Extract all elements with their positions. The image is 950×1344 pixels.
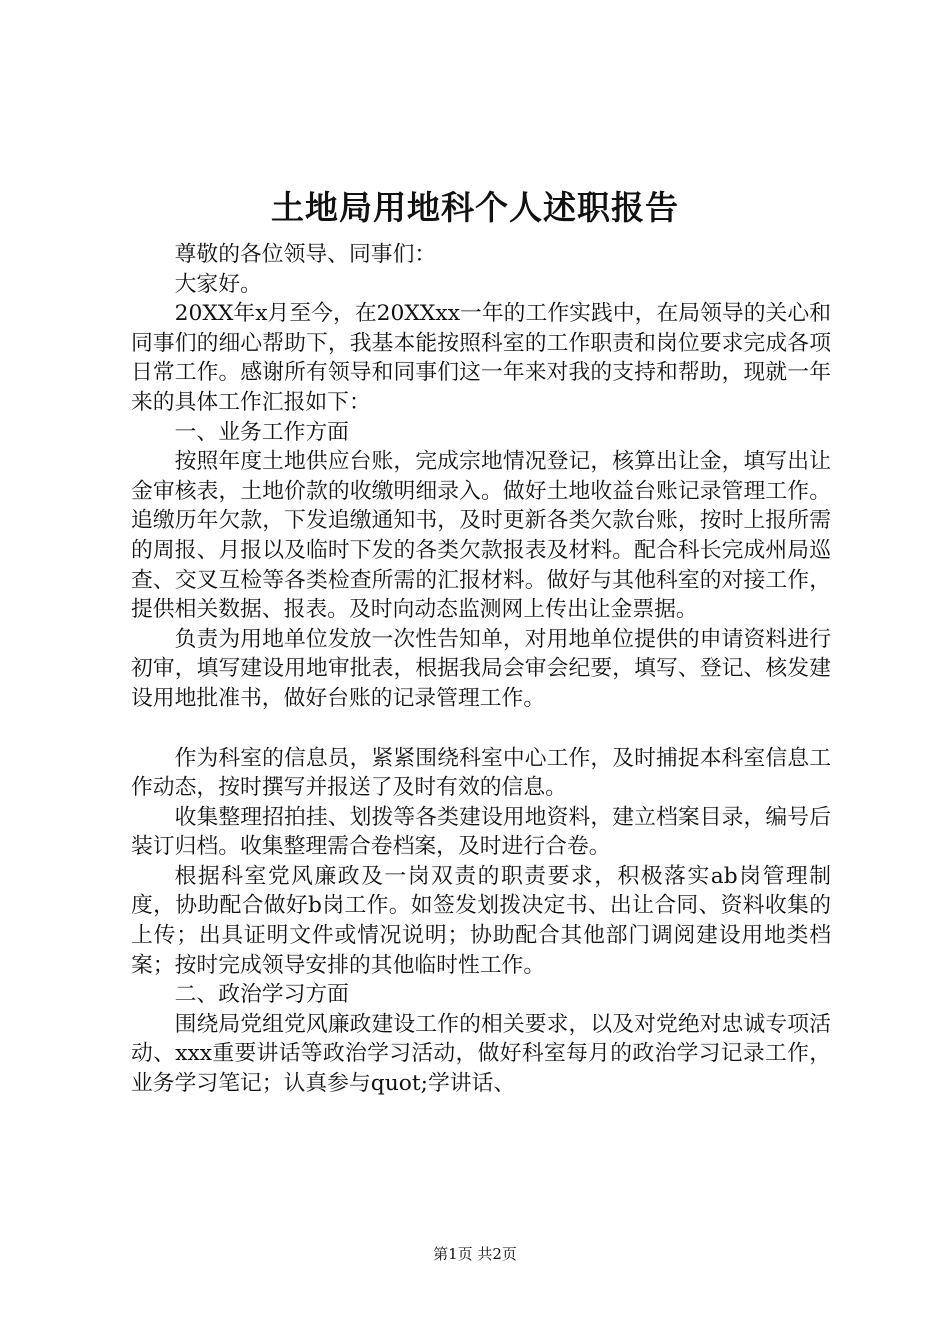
paragraph-business-5: 根据科室党风廉政及一岗双责的职责要求，积极落实ab岗管理制度，协助配合做好b岗工作。如签发划拨决定书、出让合同、资料收集的上传；出具证明文件或情况说明；协助配合其他部门调阅建设用地类档案；按时完成领导安排的其他临时性工作。	[131, 863, 831, 978]
document-body	[131, 240, 831, 1099]
paragraph-politics-1: 围绕局党组党风廉政建设工作的相关要求，以及对党绝对忠诚专项活动、xxx重要讲话等政治学习活动，做好科室每月的政治学习记录工作，业务学习笔记；认真参与quot;学讲话、	[131, 1011, 831, 1097]
blank-line	[131, 714, 831, 744]
page-number: 第1页 共2页	[433, 1245, 517, 1263]
greeting: 大家好。	[174, 271, 262, 297]
salutation: 尊敬的各位领导、同事们：	[174, 242, 437, 267]
paragraph-business-1: 按照年度土地供应台账，完成宗地情况登记，核算出让金，填写出让金审核表，土地价款的收缴明细录入。做好土地收益台账记录管理工作。追缴历年欠款，下发追缴通知书，及时更新各类欠款台账，按时上报所需的周报、月报以及临时下发的各类欠款报表及材料。配合科长完成州局巡查、交叉互检等各类检查所需的汇报材料。做好与其他科室的对接工作，提供相关数据、报表。及时向动态监测网上传出让金票据。	[131, 449, 831, 623]
document-title: 土地局用地科个人述职报告	[271, 188, 679, 227]
paragraph-business-4: 收集整理招拍挂、划拨等各类建设用地资料，建立档案目录，编号后装订归档。收集整理需合卷档案，及时进行合卷。	[131, 804, 831, 860]
paragraph-business-3: 作为科室的信息员，紧紧围绕科室中心工作，及时捕捉本科室信息工作动态，按时撰写并报送了及时有效的信息。	[131, 745, 831, 801]
section-heading-business: 一、业务工作方面	[174, 419, 349, 445]
paragraph-intro: 20XX年x月至今，在20XXxx一年的工作实践中，在局领导的关心和同事们的细心帮助下，我基本能按照科室的工作职责和岗位要求完成各项日常工作。感谢所有领导和同事们这一年来对我的支持和帮助，现就一年来的具体工作汇报如下：	[131, 301, 831, 415]
paragraph-business-2: 负责为用地单位发放一次性告知单，对用地单位提供的申请资料进行初审，填写建设用地审批表，根据我局会审会纪要，填写、登记、核发建设用地批准书，做好台账的记录管理工作。	[131, 626, 831, 711]
section-heading-politics: 二、政治学习方面	[174, 982, 349, 1008]
